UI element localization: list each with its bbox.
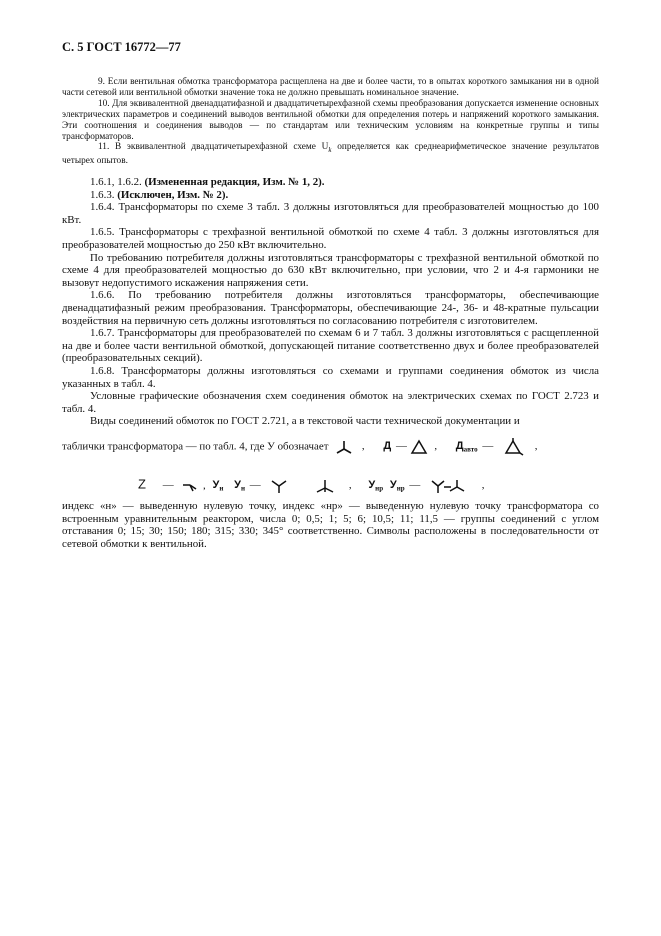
star-n-subscript-2: н (240, 484, 246, 493)
clause-1-6-7: 1.6.7. Трансформаторы для преобразователей по схемам 6 и 7 табл. 3 должны изготовляться с расщепленной на две и более части вентильной обмоткой, допускающей питание соответственно двух и более преобразователей (преобразовательных секций). (62, 327, 599, 365)
note-11-text-a: 11. В эквивалентной двадцатичетырехфазной схеме U (98, 142, 329, 153)
connection-types-paragraph: Виды соединений обмоток по ГОСТ 2.721, а в текстовой части технической документации и (90, 415, 520, 428)
zigzag-letter: Z (138, 476, 146, 492)
triangle-symbol-icon (410, 439, 428, 455)
clause-1-6-6: 1.6.6. По требованию потребителя должны изготовляться трансформаторы, обеспечивающие двенадцатифазный режим преобразования. Трансформаторы, обеспечивающие 24-, 36- и 48-кратные пульсации воздействия на первичную сеть должны изготовляться по согласованию потребителя с изготовителем. (62, 289, 599, 327)
star-neutral-down-symbol-icon (314, 478, 336, 494)
star-nr-subscript-2: нр (396, 484, 405, 493)
clause-1-6-8: 1.6.8. Трансформаторы должны изготовляться со схемами и группами соединения обмоток из числа указанных в табл. 4. (62, 365, 599, 390)
star-neutral-symbol-icon (269, 478, 289, 494)
document-page (62, 40, 599, 550)
star-n-letter-2: У (234, 479, 241, 492)
comma: , (348, 479, 352, 492)
symbols-line-2 (62, 478, 599, 500)
note-10: 10. Для эквивалентной двенадцатифазной и двадцатичетырехфазной схемы преобразования допускается изменение основных электрических параметров и соединений выводов вентильной обмотки для определения потерь и напряжений короткого замыкания. Эти соотношения и соединения выводов — по стандартам или техническим условиям на конкретные группы и типы трансформаторов. (62, 98, 599, 142)
note-11 (62, 142, 599, 167)
clause-number: 1.6.3. (90, 188, 115, 201)
clause-amendment: (Измененная редакция, Изм. № 1, 2). (144, 176, 325, 189)
plate-text: таблички трансформатора — по табл. 4, где У обозначает (62, 440, 329, 453)
delta-auto-subscript: авто (463, 445, 478, 454)
index-explanation-paragraph: индекс «н» — выведенную нулевую точку, индекс «нр» — выведенную нулевую точку трансформатора со встроенным уравнительным реактором, числа 0; 0,5; 1; 5; 6; 10,5; 11; 11,5 — группы соединений с углом отставания 0; 15; 30; 150; 180; 315; 330; 345° соответственно. Символы расположены в последовательности от сетевой обмотки к вентильной. (62, 499, 599, 550)
page-header: С. 5 ГОСТ 16772—77 (62, 40, 181, 54)
star-nr-letter: У (368, 479, 376, 492)
comma: , (203, 479, 206, 492)
star-n-letter: У (212, 479, 220, 492)
graphic-symbols-paragraph: Условные графические обозначения схем соединения обмоток на электрических схемах по ГОСТ 2.723 и табл. 4. (62, 390, 599, 415)
clause-1-6-4: 1.6.4. Трансформаторы по схеме 3 табл. 3 должны изготовляться для преобразователей мощностью до 100 кВт. (62, 201, 599, 226)
note-11-text-b: определяется как среднеарифметическое значение результатов четырех опытов. (62, 142, 599, 167)
star-nr-letter-2: У (389, 479, 397, 492)
star-nr-subscript: нр (375, 484, 384, 493)
clause-excluded: (Исключен, Изм. № 2). (117, 188, 229, 201)
plate-symbols-line (62, 438, 599, 458)
star-symbol-icon (335, 439, 353, 455)
delta-auto-letter: Д (455, 440, 464, 453)
clause-1-6-3 (62, 189, 599, 202)
dash: — (162, 479, 174, 492)
comma: , (361, 440, 365, 453)
note-9: 9. Если вентильная обмотка трансформатора расщеплена на две и более части, то в опытах короткого замыкания ни в одной части сетевой или вентильной обмотки значение тока не должно превышать номинальное значение. (62, 77, 599, 98)
clause-1-6-5-b: По требованию потребителя должны изготовляться трансформаторы с трехфазной вентильной обмоткой по схеме 4 для преобразователей мощностью до 630 кВт включительно, при условии, что 2 и 4-я гармоники не вызовут недопустимого искажения напряжения сети. (62, 251, 599, 289)
note-11-subscript: k (328, 146, 332, 155)
clause-1-6-1 (62, 176, 599, 189)
comma: , (481, 479, 485, 492)
dash: — (409, 479, 421, 492)
zigzag-symbol-icon (180, 478, 200, 494)
clause-number: 1.6.1, 1.6.2. (90, 176, 142, 189)
delta-letter: Д (383, 440, 392, 453)
double-star-reactor-symbol-icon (429, 478, 467, 494)
comma: , (434, 440, 438, 453)
dash: — (395, 440, 407, 453)
comma: , (534, 440, 538, 453)
dash: — (482, 440, 494, 453)
clause-1-6-5: 1.6.5. Трансформаторы с трехфазной вентильной обмоткой по схеме 4 табл. 3 должны изготовляться для преобразователей мощностью до 250 кВт включительно. (62, 226, 599, 252)
auto-triangle-symbol-icon (502, 438, 524, 456)
dash: — (249, 479, 261, 492)
star-n-subscript: н (219, 484, 224, 493)
